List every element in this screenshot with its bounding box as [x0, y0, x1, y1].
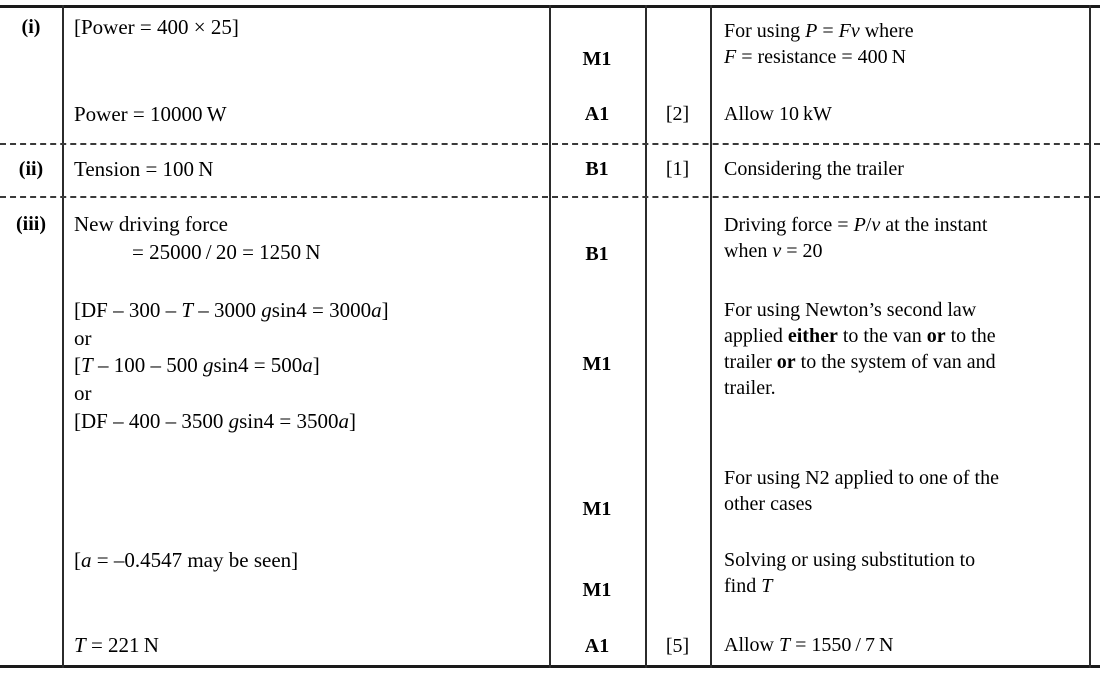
total-iii: [5] [665, 635, 690, 657]
equation-3: [DF – 400 – 3500 gsin4 = 3500a] [74, 408, 356, 433]
working-iii-acceleration: [a = –0.4547 may be seen] [74, 548, 299, 572]
row-divider-i-ii [0, 143, 1100, 145]
working-i-line2: Power = 10000 W [74, 102, 227, 126]
comment-iii-allow: Allow T = 1550 / 7 N [724, 634, 894, 656]
comment-iii-newton-l4: trailer. [724, 377, 776, 399]
table-right-border [1089, 5, 1091, 668]
part-label-iii: (iii) [16, 213, 46, 235]
total-i: [2] [665, 103, 690, 125]
working-iii-equations [62, 297, 549, 436]
working-iii-df-label: New driving force [74, 212, 228, 236]
mark-ii-b1: B1 [585, 158, 609, 180]
comment-iii-solving-l1: Solving or using substitution to [724, 549, 976, 571]
comment-iii-df-line1: Driving force = P/v at the instant [724, 214, 988, 236]
comment-iii-df-line2: when v = 20 [724, 240, 823, 262]
mark-iii-m1-third: M1 [582, 579, 612, 601]
part-label-ii: (ii) [18, 158, 44, 180]
working-ii-tension: Tension = 100 N [74, 157, 214, 181]
mark-i-m1: M1 [582, 48, 612, 70]
total-ii: [1] [665, 158, 690, 180]
part-label-i: (i) [21, 16, 41, 38]
equation-or-2: or [74, 381, 92, 406]
mark-iii-m1-second: M1 [582, 498, 612, 520]
working-i-line1: [Power = 400 × 25] [74, 15, 239, 39]
row-divider-ii-iii [0, 196, 1100, 198]
equation-or-1: or [74, 325, 92, 350]
comment-iii-newton-l1: For using Newton’s second law [724, 299, 977, 321]
mark-i-a1: A1 [584, 103, 610, 125]
mark-iii-m1-first: M1 [582, 353, 612, 375]
working-iii-driving-force [62, 211, 549, 266]
comment-iii-driving-force [710, 212, 1089, 264]
comment-iii-newton [710, 297, 1089, 401]
comment-iii-newton-l3: trailer or to the system of van and [724, 351, 996, 373]
mark-iii-a1: A1 [584, 635, 610, 657]
mark-iii-b1: B1 [585, 243, 609, 265]
equation-1: [DF – 300 – T – 3000 gsin4 = 3000a] [74, 298, 389, 322]
comment-i-line1: For using P = Fv where [724, 20, 914, 42]
comment-iii-n2 [710, 465, 1089, 517]
comment-i-line2: F = resistance = 400 N [724, 46, 907, 68]
comment-i-allow: Allow 10 kW [724, 103, 832, 125]
comment-iii-n2-l2: other cases [724, 493, 813, 515]
comment-iii-n2-l1: For using N2 applied to one of the [724, 467, 999, 489]
comment-i-formula [710, 18, 1089, 70]
comment-ii: Considering the trailer [724, 158, 904, 180]
comment-iii-newton-l2: applied either to the van or to the [724, 325, 996, 347]
equation-2: [T – 100 – 500 gsin4 = 500a] [74, 353, 320, 378]
comment-iii-solving-l2: find T [724, 575, 773, 597]
working-iii-answer: T = 221 N [74, 633, 159, 657]
comment-iii-solving [710, 547, 1089, 599]
working-iii-df-value: = 25000 / 20 = 1250 N [132, 239, 321, 264]
